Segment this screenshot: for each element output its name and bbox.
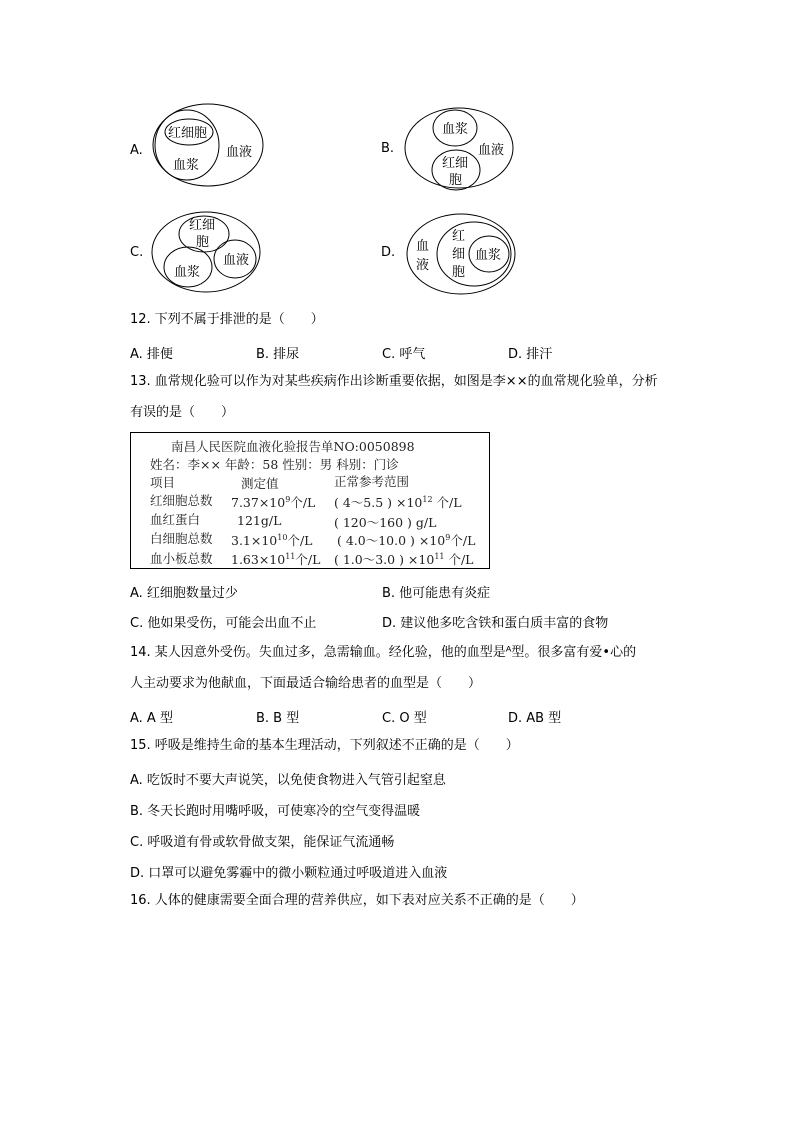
q14-option-c: C. O 型: [382, 711, 427, 726]
label-plasma: 血浆: [174, 265, 201, 280]
report-row-item: 红细胞总数: [150, 493, 213, 508]
q14-option-b: B. B 型: [256, 711, 300, 726]
q12-option-c: C. 呼气: [382, 347, 426, 362]
question-12-stem: 12. 下列不属于排泄的是（ ）: [130, 312, 324, 327]
report-header-range: 正常参考范围: [334, 474, 410, 489]
label-red-1: 红: [452, 229, 466, 244]
report-header-value: 测定值: [241, 476, 279, 491]
option-letter-a: A.: [130, 143, 143, 158]
question-15-stem: 15. 呼吸是维持生命的基本生理活动，下列叙述不正确的是（ ）: [130, 738, 519, 753]
q12-option-b: B. 排尿: [256, 347, 300, 362]
question-13-stem-line2: 有误的是（ ）: [130, 405, 235, 420]
label-blood-1: 血: [416, 239, 430, 254]
report-row-item: 血小板总数: [150, 551, 213, 566]
venn-diagram-c: [148, 208, 266, 296]
q12-option-a: A. 排便: [130, 347, 173, 362]
report-row-range: ( 1.0～3.0 ) $\times 10^{11}$ 个/L: [334, 552, 474, 567]
q14-option-d: D. AB 型: [508, 711, 562, 726]
label-plasma: 血浆: [173, 158, 200, 173]
q14-option-a: A. A 型: [130, 711, 173, 726]
report-title: 南昌人民医院血液化验报告单NO:0050898: [171, 439, 415, 454]
report-row-value: $1.63\times 10^{11}$个/L: [231, 552, 321, 567]
label-plasma: 血浆: [442, 122, 469, 137]
report-patient-info: 姓名：李×× 年龄：58 性别：男 科别：门诊: [150, 457, 399, 472]
label-plasma: 血浆: [475, 248, 502, 263]
label-red-cell-1: 红细: [189, 218, 216, 233]
venn-diagram-d: [402, 209, 520, 299]
report-row-range: ( 4.0～10.0 ) $\times 10^9$个/L: [337, 533, 476, 548]
report-row-item: 白细胞总数: [150, 531, 213, 546]
q13-option-d: D. 建议他多吃含铁和蛋白质丰富的食物: [382, 616, 609, 631]
report-row-value: $7.37\times 10^9$个/L: [231, 495, 316, 510]
report-row-range: ( 4～5.5 ) $\times 10^{12}$ 个/L: [334, 495, 462, 510]
question-14-stem-line2: 人主动要求为他献血，下面最适合输给患者的血型是（ ）: [130, 676, 482, 691]
label-blood-2: 液: [416, 258, 430, 273]
question-13-stem-line1: 13. 血常规化验可以作为对某些疾病作出诊断重要依据，如图是李××的血常规化验单，分析: [130, 374, 658, 389]
report-header-item: 项目: [150, 475, 176, 490]
report-row-item: 血红蛋白: [150, 512, 201, 527]
report-row-value: $3.1\times 10^{10}$个/L: [231, 533, 313, 548]
venn-diagram-b: [400, 104, 524, 194]
q13-option-b: B. 他可能患有炎症: [382, 586, 491, 601]
label-red-cell-2: 胞: [196, 235, 210, 250]
blood-test-report: [130, 432, 490, 569]
q15-option-b: B. 冬天长跑时用嘴呼吸，可使寒冷的空气变得温暖: [130, 804, 421, 819]
venn-diagram-a: [150, 100, 270, 190]
label-blood: 血液: [226, 145, 253, 160]
label-blood: 血液: [223, 253, 250, 268]
q13-option-a: A. 红细胞数量过少: [130, 586, 238, 601]
option-letter-b: B.: [381, 141, 395, 156]
report-row-range: ( 120～160 ) g/L: [334, 515, 437, 530]
q15-option-d: D. 口罩可以避免雾霾中的微小颗粒通过呼吸道进入血液: [130, 866, 448, 881]
q15-option-a: A. 吃饭时不要大声说笑，以免使食物进入气管引起窒息: [130, 773, 446, 788]
question-16-stem: 16. 人体的健康需要全面合理的营养供应，如下表对应关系不正确的是（ ）: [130, 893, 584, 908]
label-red-3: 胞: [452, 265, 466, 280]
option-letter-d: D.: [381, 245, 396, 260]
label-red-2: 细: [452, 247, 466, 262]
label-red-cell: 红细胞: [168, 126, 208, 141]
q12-option-d: D. 排汗: [508, 347, 553, 362]
label-blood: 血液: [478, 143, 505, 158]
label-red-cell-1: 红细: [442, 156, 469, 171]
q13-option-c: C. 他如果受伤，可能会出血不止: [130, 616, 317, 631]
q15-option-c: C. 呼吸道有骨或软骨做支架，能保证气流通畅: [130, 835, 395, 850]
option-letter-c: C.: [130, 245, 144, 260]
question-14-stem-line1: 14. 某人因意外受伤。失血过多，急需输血。经化验，他的血型是ᴬ型。很多富有爱•心的: [130, 645, 637, 660]
label-red-cell-2: 胞: [449, 173, 463, 188]
report-row-value: 121g/L: [237, 513, 282, 528]
